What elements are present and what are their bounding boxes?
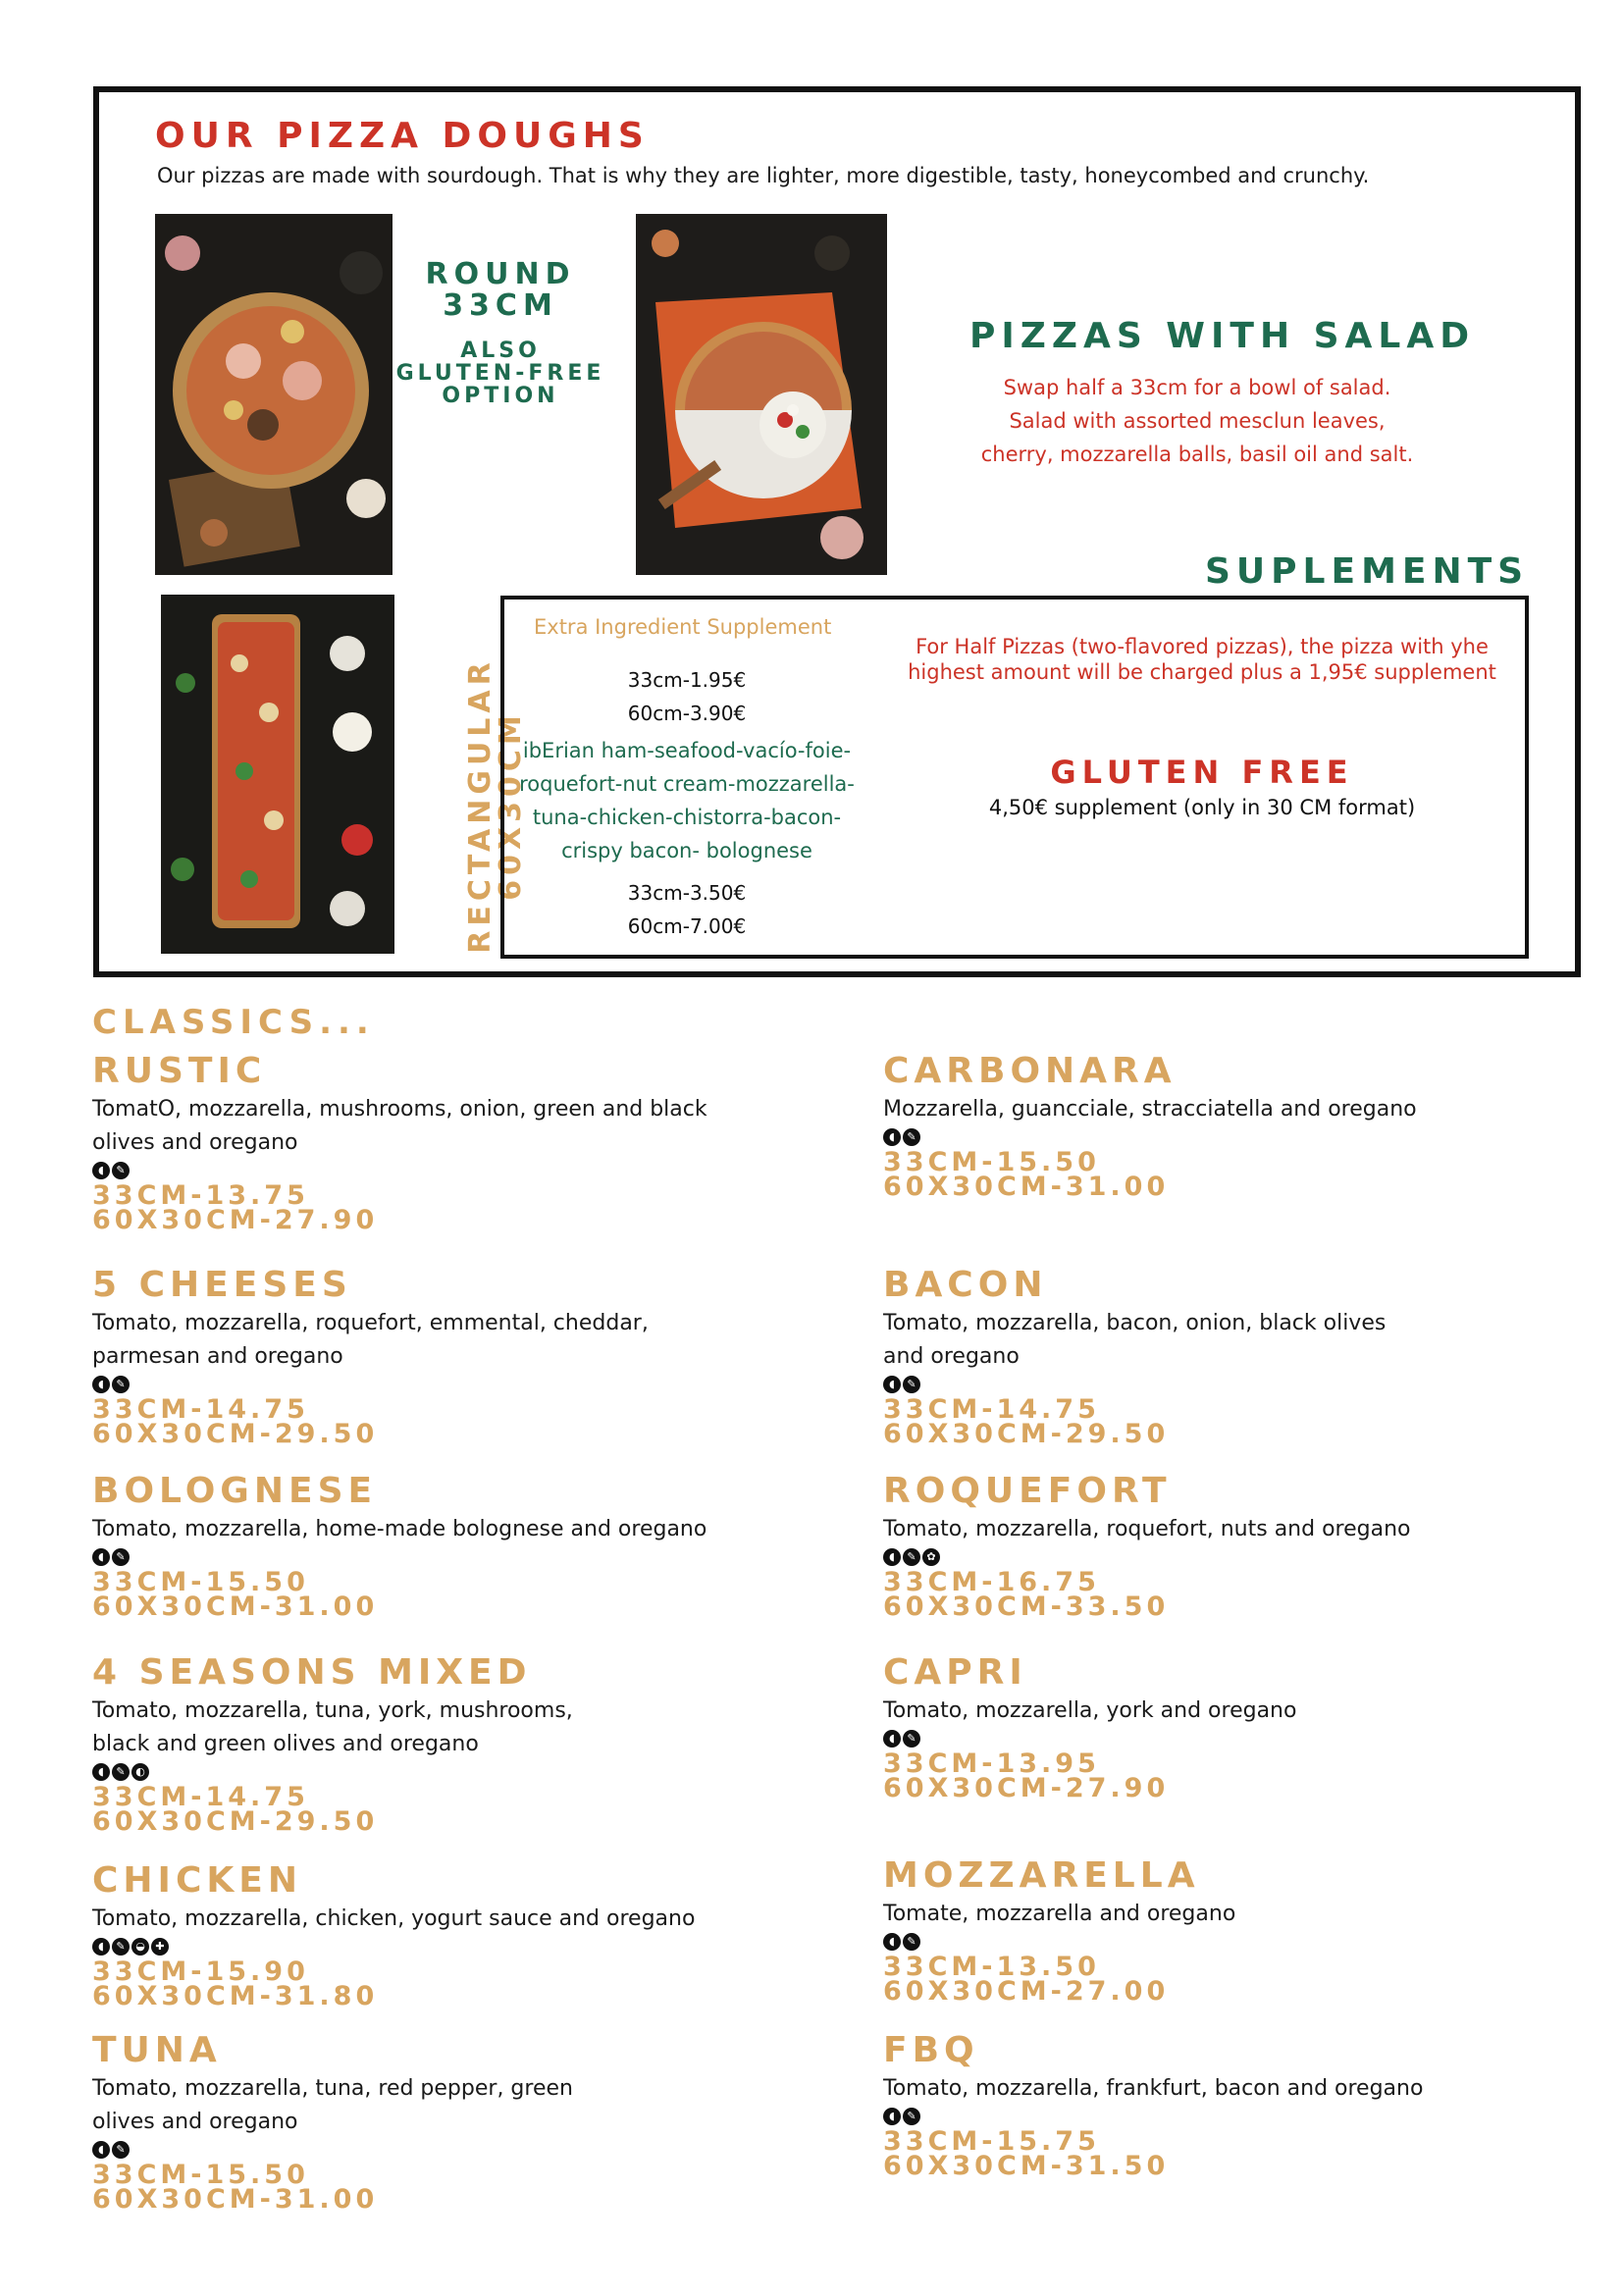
supplements-title: SUPLEMENTS (1205, 551, 1530, 592)
rect-title-line-2: 60X30CM (494, 710, 528, 901)
item-name: RUSTIC (92, 1051, 267, 1091)
item-desc-line-2: olives and oregano (92, 1130, 298, 1155)
item-price-60x30cm: 60X30CM-31.00 (92, 1592, 379, 1622)
menu-item-carbonara (883, 1051, 1511, 1202)
item-price-33cm: 33CM-14.75 (883, 1394, 1100, 1425)
gluten-icon: ✎ (903, 1933, 920, 1951)
item-price-33cm: 33CM-15.90 (92, 1957, 309, 1987)
milk-icon: ◖ (92, 1548, 110, 1566)
salad-line-3: cherry, mozzarella balls, basil oil and salt. (980, 443, 1414, 466)
doughs-title: OUR PIZZA DOUGHS (155, 116, 650, 156)
round-title-line-2: 33CM (443, 288, 558, 323)
item-desc-line-1: Mozzarella, guancciale, stracciatella and oregano (883, 1097, 1417, 1122)
salad-line-2: Salad with assorted mesclun leaves, (1009, 409, 1386, 433)
item-description (883, 1307, 1511, 1374)
menu-item-roquefort (883, 1471, 1511, 1622)
milk-icon: ◖ (92, 1376, 110, 1393)
item-price-33cm: 33CM-15.75 (883, 2126, 1100, 2157)
item-name: CAPRI (883, 1652, 1027, 1693)
extra-price-60: 60cm-3.90€ (627, 702, 747, 725)
item-price-60x30cm: 60X30CM-31.80 (92, 1981, 379, 2011)
salad-line-1: Swap half a 33cm for a bowl of salad. (1003, 376, 1391, 399)
milk-icon: ◖ (883, 1376, 901, 1393)
menu-item-capri (883, 1652, 1511, 1803)
pizzas-with-salad-title: PIZZAS WITH SALAD (969, 316, 1476, 356)
item-desc-line-1: Tomato, mozzarella, bacon, onion, black olives (883, 1311, 1387, 1335)
item-name: 5 CHEESES (92, 1265, 352, 1305)
item-desc-line-2: parmesan and oregano (92, 1344, 343, 1369)
item-price-60x30cm: 60X30CM-31.00 (883, 1172, 1170, 1202)
item-name: CARBONARA (883, 1051, 1177, 1091)
item-description (883, 1093, 1511, 1126)
salad-description (898, 371, 1496, 471)
item-desc-line-1: Tomato, mozzarella, tuna, york, mushrooms, (92, 1698, 573, 1723)
item-name: 4 SEASONS MIXED (92, 1652, 532, 1693)
menu-item-bacon (883, 1265, 1511, 1449)
gluten-icon: ✎ (903, 1376, 920, 1393)
nuts-icon: ✿ (922, 1548, 940, 1566)
gluten-free-option-note (388, 339, 613, 407)
item-description (883, 1898, 1511, 1931)
item-price-33cm: 33CM-13.50 (883, 1952, 1100, 1982)
item-price-60x30cm: 60X30CM-31.50 (883, 2151, 1170, 2181)
gluten-free-text: 4,50€ supplement (only in 30 CM format) (988, 796, 1416, 819)
milk-icon: ◖ (883, 2108, 901, 2125)
item-price-60x30cm: 60X30CM-27.00 (883, 1976, 1170, 2007)
extra-price-33: 33cm-1.95€ (627, 668, 747, 692)
item-name: ROQUEFORT (883, 1471, 1172, 1511)
item-name: FBQ (883, 2030, 979, 2070)
item-description (92, 2072, 720, 2139)
gluten-icon: ✎ (112, 2141, 130, 2159)
item-desc-line-1: Tomato, mozzarella, york and oregano (883, 1698, 1297, 1723)
menu-item-bolognese (92, 1471, 720, 1622)
item-price-33cm: 33CM-14.75 (92, 1394, 309, 1425)
item-price-33cm: 33CM-13.75 (92, 1180, 309, 1211)
item-desc-line-1: Tomato, mozzarella, frankfurt, bacon and oregano (883, 2076, 1424, 2101)
item-price-33cm: 33CM-14.75 (92, 1782, 309, 1812)
item-price-60x30cm: 60X30CM-27.90 (883, 1773, 1170, 1803)
milk-icon: ◖ (883, 1548, 901, 1566)
item-description (92, 1513, 720, 1546)
gluten-icon: ✎ (112, 1376, 130, 1393)
premium-line-3: tuna-chicken-chistorra-bacon- (532, 806, 842, 829)
item-name: MOZZARELLA (883, 1855, 1200, 1896)
premium-price-33: 33cm-3.50€ (627, 881, 747, 905)
classics-title: CLASSICS... (92, 1003, 375, 1042)
menu-item-mozzarella (883, 1855, 1511, 2007)
item-desc-line-1: Tomato, mozzarella, home-made bolognese and oregano (92, 1517, 707, 1541)
milk-icon: ◖ (92, 1763, 110, 1781)
item-desc-line-1: Tomato, mozzarella, roquefort, emmental, cheddar, (92, 1311, 649, 1335)
item-description (92, 1903, 720, 1936)
premium-price-60: 60cm-7.00€ (627, 914, 747, 938)
item-description (883, 1695, 1511, 1728)
item-desc-line-2: black and green olives and oregano (92, 1732, 479, 1756)
item-desc-line-1: TomatO, mozzarella, mushrooms, onion, green and black (92, 1097, 707, 1122)
gluten-icon: ✎ (112, 1763, 130, 1781)
menu-item-rustic (92, 1051, 720, 1235)
menu-item-tuna (92, 2030, 720, 2215)
item-desc-line-2: olives and oregano (92, 2110, 298, 2134)
gluten-icon: ✎ (903, 2108, 920, 2125)
gluten-icon: ✎ (903, 1128, 920, 1146)
item-name: BACON (883, 1265, 1048, 1305)
item-description (883, 2072, 1511, 2106)
item-price-33cm: 33CM-15.50 (92, 2160, 309, 2190)
item-desc-line-1: Tomato, mozzarella, tuna, red pepper, green (92, 2076, 573, 2101)
extra-ingredient-prices (530, 663, 844, 730)
milk-icon: ◖ (883, 1730, 901, 1748)
item-desc-line-2: and oregano (883, 1344, 1020, 1369)
item-price-60x30cm: 60X30CM-27.90 (92, 1205, 379, 1235)
round-pizza-photo (155, 214, 393, 575)
item-description (883, 1513, 1511, 1546)
half-note-line-2: highest amount will be charged plus a 1,95€ supplement (908, 660, 1496, 684)
gluten-icon: ✎ (112, 1162, 130, 1179)
round-title (388, 259, 613, 322)
milk-icon: ◖ (92, 2141, 110, 2159)
round-note-line-1: ALSO (460, 339, 541, 363)
item-desc-line-1: Tomato, mozzarella, chicken, yogurt sauce and oregano (92, 1906, 696, 1931)
pizza-with-salad-photo (636, 214, 887, 575)
premium-ingredients-list (500, 734, 873, 867)
round-note-line-2: GLUTEN-FREE (395, 361, 605, 386)
gluten-icon: ✎ (112, 1548, 130, 1566)
item-name: TUNA (92, 2030, 222, 2070)
item-price-60x30cm: 60X30CM-33.50 (883, 1592, 1170, 1622)
item-price-60x30cm: 60X30CM-29.50 (883, 1419, 1170, 1449)
premium-ingredient-prices (530, 876, 844, 943)
item-price-60x30cm: 60X30CM-29.50 (92, 1806, 379, 1837)
premium-line-2: roquefort-nut cream-mozzarella- (519, 772, 855, 796)
milk-icon: ◖ (92, 1938, 110, 1956)
item-price-60x30cm: 60X30CM-29.50 (92, 1419, 379, 1449)
extra-ingredient-title: Extra Ingredient Supplement (534, 615, 832, 639)
item-description (92, 1093, 720, 1160)
item-name: BOLOGNESE (92, 1471, 378, 1511)
rect-title-line-1: RECTANGULAR (463, 657, 497, 954)
mustard-icon: ✚ (151, 1938, 169, 1956)
rectangular-pizza-photo (161, 595, 394, 954)
premium-line-1: ibErian ham-seafood-vacío-foie- (522, 739, 852, 762)
round-title-line-1: ROUND (425, 257, 576, 291)
milk-icon: ◖ (883, 1933, 901, 1951)
gluten-free-title: GLUTEN FREE (1050, 754, 1354, 791)
item-description (92, 1695, 720, 1761)
doughs-intro: Our pizzas are made with sourdough. That is why they are lighter, more digestible, tasty, honeycombed and crunchy. (157, 164, 1370, 187)
gluten-icon: ✎ (112, 1938, 130, 1956)
round-note-line-3: OPTION (442, 384, 559, 408)
item-price-33cm: 33CM-15.50 (92, 1567, 309, 1597)
item-name: CHICKEN (92, 1860, 302, 1901)
gluten-icon: ✎ (903, 1730, 920, 1748)
egg-icon: ◒ (131, 1938, 149, 1956)
half-note-line-1: For Half Pizzas (two-flavored pizzas), the pizza with yhe (916, 635, 1489, 658)
premium-line-4: crispy bacon- bolognese (561, 839, 812, 862)
milk-icon: ◖ (92, 1162, 110, 1179)
menu-item-chicken (92, 1861, 720, 2009)
menu-item-fbq (883, 2030, 1511, 2181)
milk-icon: ◖ (883, 1128, 901, 1146)
item-price-33cm: 33CM-15.50 (883, 1147, 1100, 1177)
menu-item-4-seasons-mixed (92, 1652, 720, 1837)
item-price-33cm: 33CM-16.75 (883, 1567, 1100, 1597)
item-description (92, 1307, 720, 1374)
item-desc-line-1: Tomato, mozzarella, roquefort, nuts and oregano (883, 1517, 1411, 1541)
gluten-icon: ✎ (903, 1548, 920, 1566)
item-price-60x30cm: 60X30CM-31.00 (92, 2184, 379, 2215)
item-desc-line-1: Tomate, mozzarella and oregano (883, 1902, 1236, 1926)
half-pizza-note (888, 634, 1516, 685)
fish-icon: ◐ (131, 1763, 149, 1781)
menu-item-5-cheeses (92, 1265, 720, 1449)
item-price-33cm: 33CM-13.95 (883, 1748, 1100, 1779)
